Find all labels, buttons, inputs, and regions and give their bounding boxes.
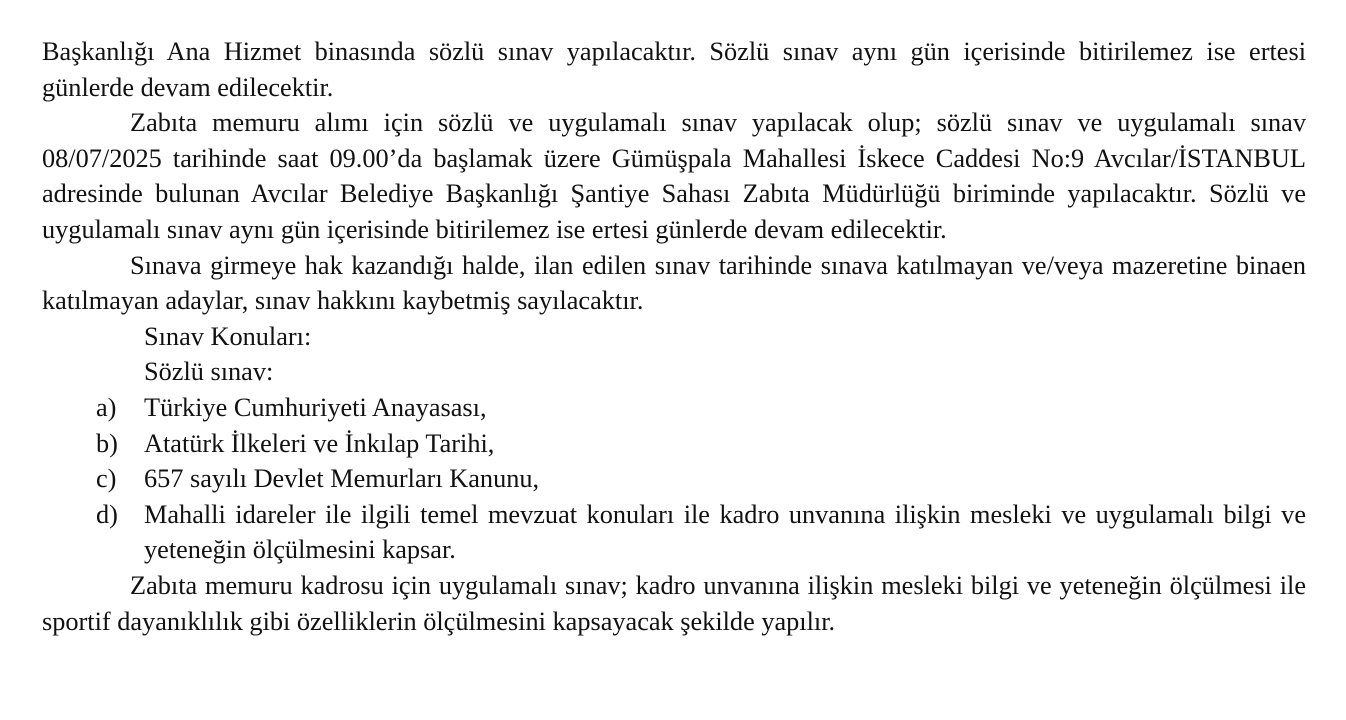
paragraph-zabita-exam-details: Zabıta memuru alımı için sözlü ve uygulamalı sınav yapılacak olup; sözlü sınav ve uygulamalı sınav 08/07/2025 tarihinde saat 09.00’da başlamak üzere Gümüşpala Mahallesi İskece Caddesi No:9 Avcılar/İSTANBUL adresinde bulunan Avcılar Belediye Başkanlığı Şantiye Sahası Zabıta Müdürlüğü biriminde yapılacaktır. Sözlü ve uygulamalı sınav aynı gün içerisinde bitirilemez ise ertesi günlerde devam edilecektir. xyxy=(42,108,1306,244)
list-item-text: Türkiye Cumhuriyeti Anayasası, xyxy=(144,392,487,422)
list-item-text: Atatürk İlkeleri ve İnkılap Tarihi, xyxy=(144,428,495,458)
paragraph-practical-exam: Zabıta memuru kadrosu için uygulamalı sınav; kadro unvanına ilişkin mesleki bilgi ve yeteneğin ölçülmesi ile sportif dayanıklılık gibi özelliklerin ölçülmesini kapsayacak şekilde yapılır. xyxy=(42,570,1306,636)
list-item xyxy=(42,390,1306,426)
oral-exam-topic-list xyxy=(42,390,1306,568)
list-item xyxy=(42,426,1306,462)
paragraph-absence-rule: Sınava girmeye hak kazandığı halde, ilan edilen sınav tarihinde sınava katılmayan ve/veya mazeretine binaen katılmayan adaylar, sınav hakkını kaybetmiş sayılacaktır. xyxy=(42,250,1306,316)
list-item-text: Mahalli idareler ile ilgili temel mevzuat konuları ile kadro unvanına ilişkin mesleki ve uygulamalı bilgi ve yeteneğin ölçülmesini kapsar. xyxy=(144,499,1306,565)
list-marker: b) xyxy=(96,428,118,458)
list-item-text: 657 sayılı Devlet Memurları Kanunu, xyxy=(144,464,540,494)
list-marker: d) xyxy=(96,499,118,529)
exam-subjects-heading: Sınav Konuları: xyxy=(144,321,312,351)
list-item xyxy=(42,461,1306,497)
list-marker: c) xyxy=(96,464,117,494)
list-marker: a) xyxy=(96,392,117,422)
list-item xyxy=(42,497,1306,568)
oral-exam-heading: Sözlü sınav: xyxy=(144,357,274,387)
paragraph-exam-venue-continuation: Başkanlığı Ana Hizmet binasında sözlü sınav yapılacaktır. Sözlü sınav aynı gün içerisinde bitirilemez ise ertesi günlerde devam edilecektir. xyxy=(42,37,1306,102)
